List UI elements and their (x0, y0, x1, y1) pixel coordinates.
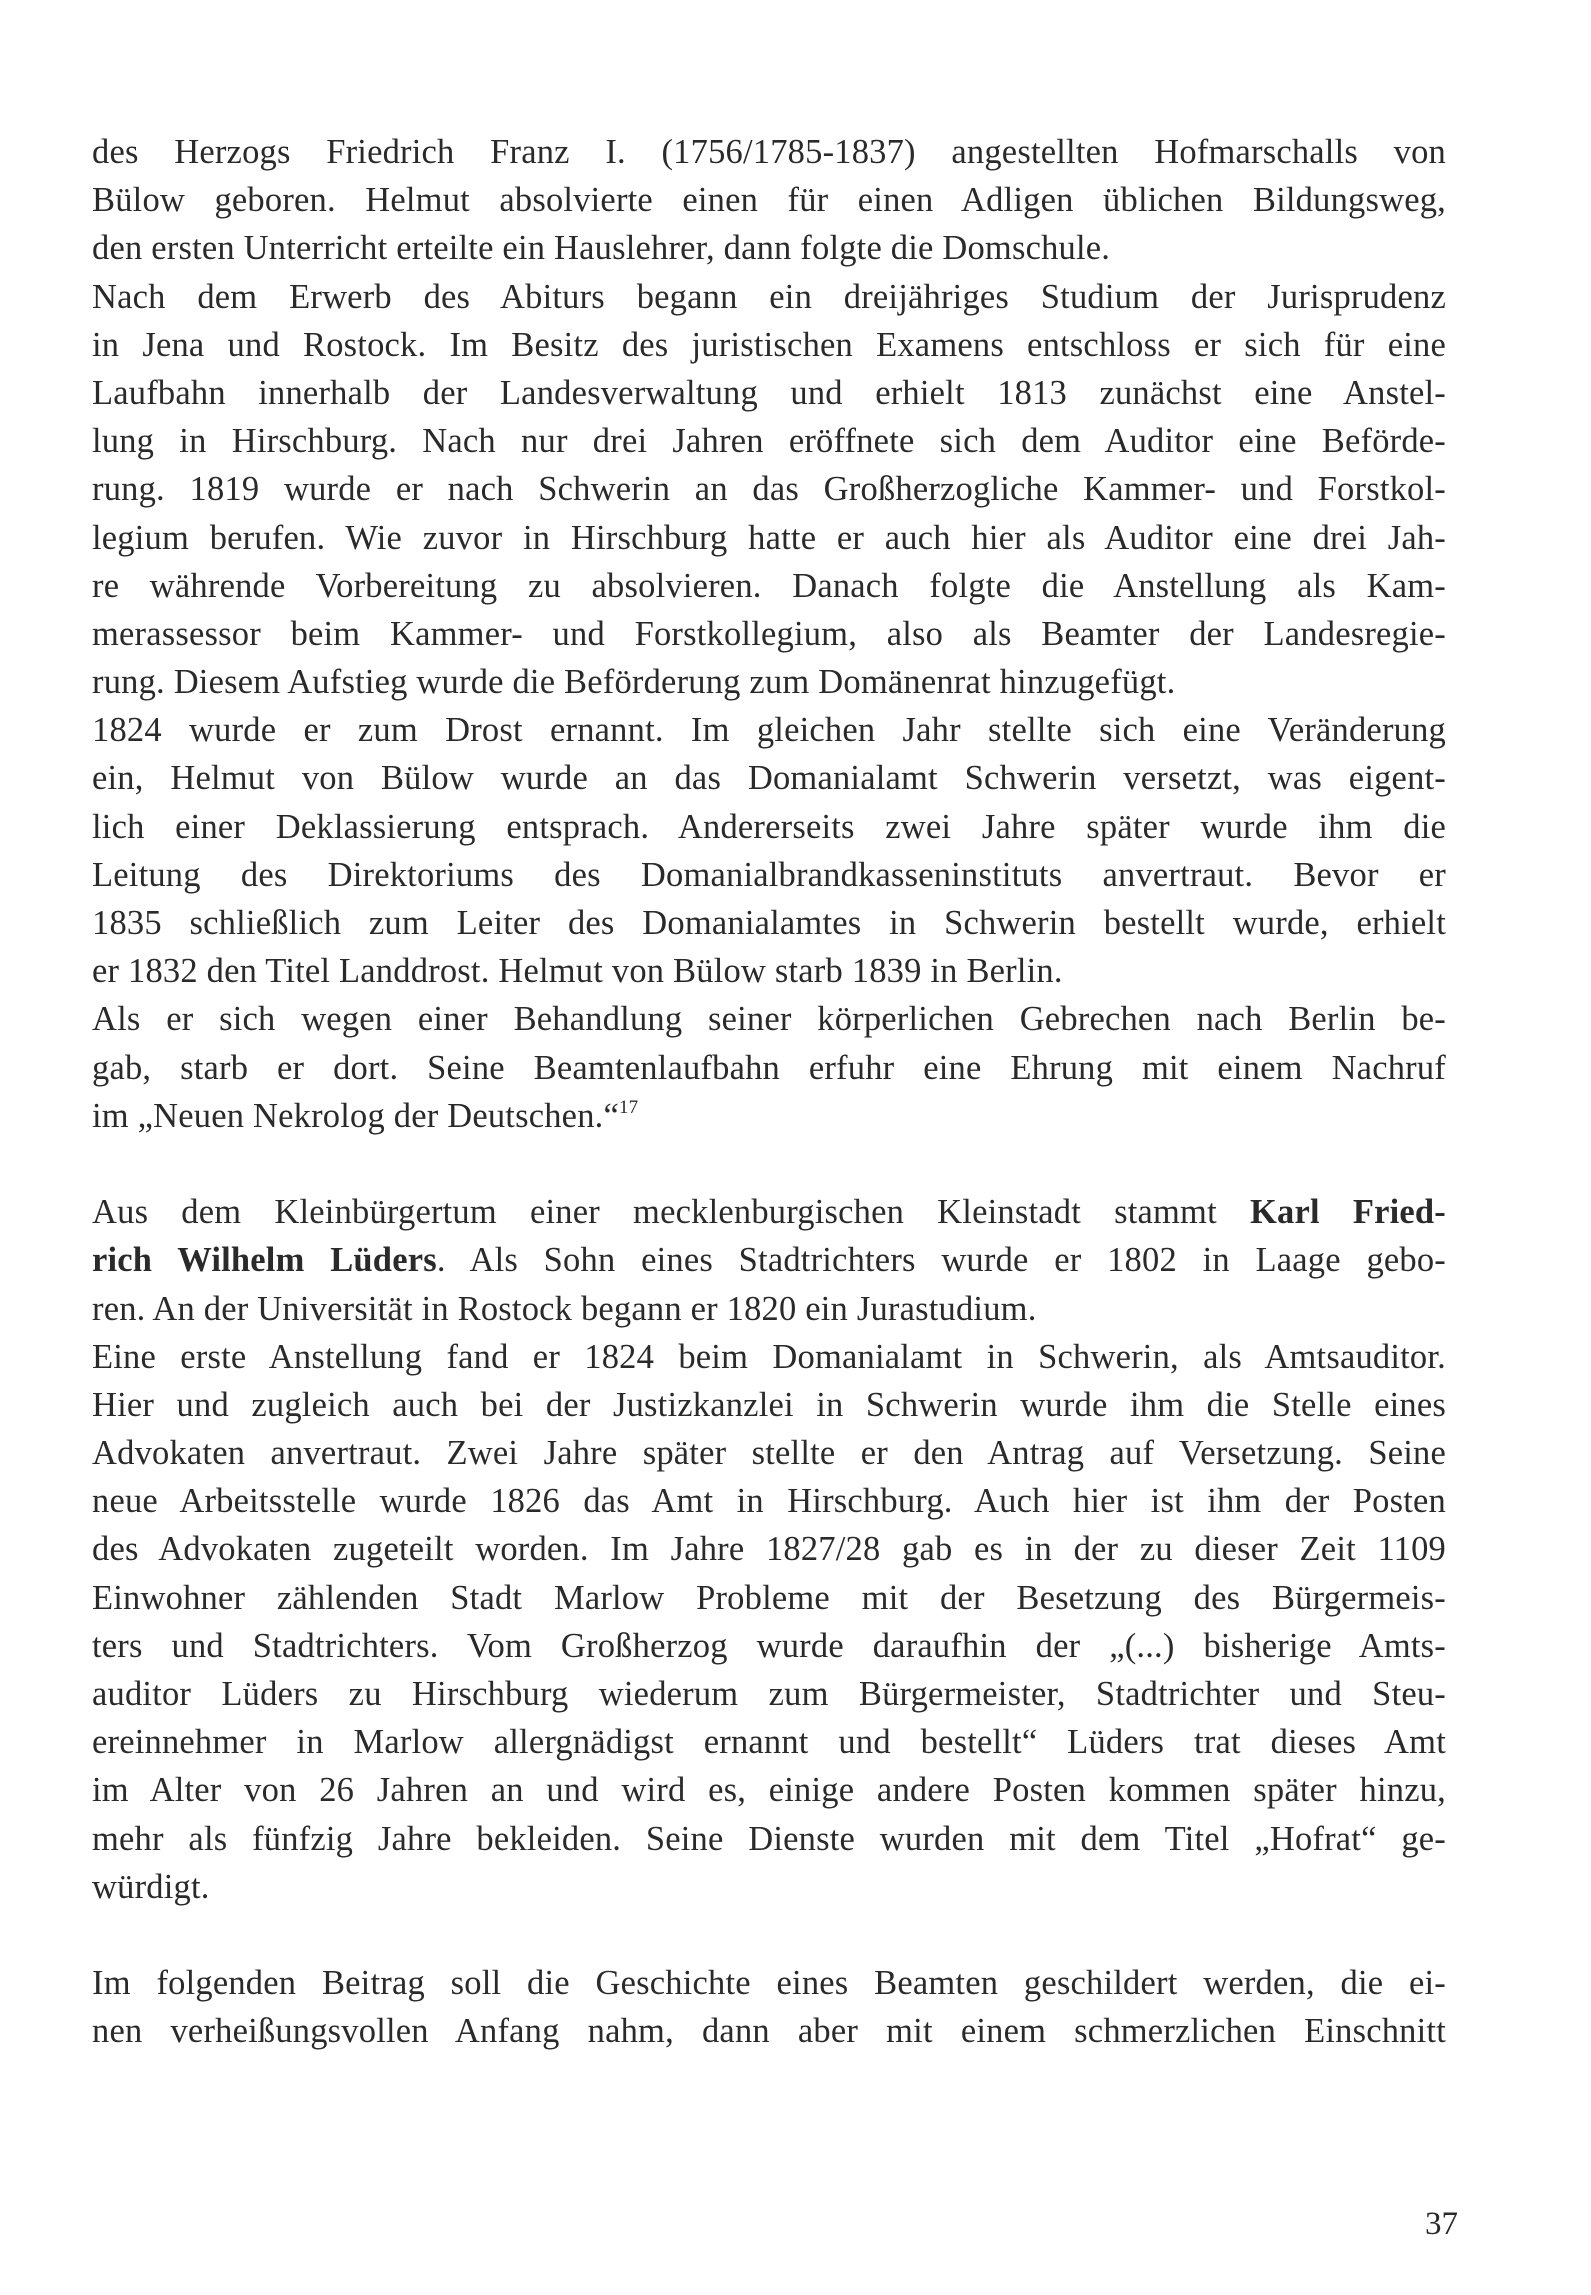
paragraph-gap (92, 1140, 1446, 1188)
text-line: rung. Diesem Aufstieg wurde die Beförderung zum Domänenrat hinzugefügt. (92, 663, 1176, 702)
text-line-content: . Als Sohn eines Stadtrichters wurde er 1802 in Laage gebo- (436, 1241, 1446, 1280)
text-line: ereinnehmer in Marlow allergnädigst ernannt und bestellt“ Lüders trat dieses Amt (92, 1723, 1446, 1762)
text-line: Advokaten anvertraut. Zwei Jahre später stellte er den Antrag auf Versetzung. Seine (92, 1434, 1446, 1473)
person-name: Karl Fried- (1249, 1193, 1446, 1232)
text-line: Laufbahn innerhalb der Landesverwaltung und erhielt 1813 zunächst eine Anstel- (92, 373, 1446, 412)
text-line: den ersten Unterricht erteilte ein Hauslehrer, dann folgte die Domschule. (92, 229, 1111, 268)
text-line: des Advokaten zugeteilt worden. Im Jahre 1827/28 gab es in der zu dieser Zeit 1109 (92, 1530, 1446, 1569)
text-line: gab, starb er dort. Seine Beamtenlaufbahn erfuhr eine Ehrung mit einem Nachruf (92, 1048, 1446, 1087)
text-line: ein, Helmut von Bülow wurde an das Domanialamt Schwerin versetzt, was eigent- (92, 759, 1446, 798)
text-line: Bülow geboren. Helmut absolvierte einen für einen Adligen üblichen Bildungsweg, (92, 181, 1446, 220)
paragraph (92, 1188, 1446, 1333)
paragraph (92, 273, 1446, 707)
paragraph-gap (92, 1911, 1446, 1959)
text-line: legium berufen. Wie zuvor in Hirschburg hatte er auch hier als Auditor eine drei Jah- (92, 518, 1446, 557)
text-line-content: im „Neuen Nekrolog der Deutschen.“ (92, 1096, 619, 1135)
text-line: merassessor beim Kammer- und Forstkollegium, also als Beamter der Landesregie- (92, 614, 1446, 653)
text-line: Hier und zugleich auch bei der Justizkanzlei in Schwerin wurde ihm die Stelle eines (92, 1385, 1446, 1424)
text-line: würdigt. (92, 1867, 210, 1906)
person-name: rich Wilhelm Lüders (92, 1241, 437, 1280)
text-line: im Alter von 26 Jahren an und wird es, einige andere Posten kommen später hinzu, (92, 1771, 1446, 1810)
text-line: Leitung des Direktoriums des Domanialbrandkasseninstituts anvertraut. Bevor er (92, 855, 1446, 894)
text-line-content: Aus dem Kleinbürgertum einer mecklenburgischen Kleinstadt stammt (92, 1193, 1250, 1232)
paragraph (92, 995, 1446, 1140)
text-line: ren. An der Universität in Rostock begann er 1820 ein Jurastudium. (92, 1289, 1037, 1328)
paragraph (92, 706, 1446, 995)
footnote-reference: 17 (618, 1096, 639, 1118)
page-number: 37 (1425, 2206, 1458, 2242)
text-line (92, 1092, 1446, 1140)
text-line: ters und Stadtrichters. Vom Großherzog wurde daraufhin der „(...) bisherige Amts- (92, 1626, 1446, 1665)
text-line: neue Arbeitsstelle wurde 1826 das Amt in Hirschburg. Auch hier ist ihm der Posten (92, 1482, 1446, 1521)
text-line: mehr als fünfzig Jahre bekleiden. Seine Dienste wurden mit dem Titel „Hofrat“ ge- (92, 1819, 1446, 1858)
paragraph (92, 128, 1446, 273)
text-line: des Herzogs Friedrich Franz I. (1756/1785-1837) angestellten Hofmarschalls von (92, 133, 1446, 171)
text-line: Einwohner zählenden Stadt Marlow Probleme mit der Besetzung des Bürgermeis- (92, 1578, 1446, 1617)
text-line (92, 1188, 1446, 1236)
text-line: lung in Hirschburg. Nach nur drei Jahren eröffnete sich dem Auditor eine Beförde- (92, 422, 1446, 461)
text-line: Eine erste Anstellung fand er 1824 beim Domanialamt in Schwerin, als Amtsauditor. (92, 1337, 1446, 1376)
text-line: Nach dem Erwerb des Abiturs begann ein dreijähriges Studium der Jurisprudenz (92, 277, 1446, 316)
text-line: Als er sich wegen einer Behandlung seiner körperlichen Gebrechen nach Berlin be- (92, 1000, 1446, 1039)
text-line: rung. 1819 wurde er nach Schwerin an das Großherzogliche Kammer- und Forstkol- (92, 470, 1446, 509)
paragraph (92, 1333, 1446, 1911)
text-line (92, 1236, 1446, 1284)
body-text (92, 128, 1446, 2056)
text-line: in Jena und Rostock. Im Besitz des juristischen Examens entschloss er sich für eine (92, 325, 1446, 364)
text-line: lich einer Deklassierung entsprach. Andererseits zwei Jahre später wurde ihm die (92, 807, 1446, 846)
text-line: 1824 wurde er zum Drost ernannt. Im gleichen Jahr stellte sich eine Veränderung (92, 711, 1446, 750)
text-line: Im folgenden Beitrag soll die Geschichte eines Beamten geschildert werden, die ei- (92, 1964, 1446, 2003)
text-line: er 1832 den Titel Landdrost. Helmut von Bülow starb 1839 in Berlin. (92, 952, 1063, 991)
text-line: 1835 schließlich zum Leiter des Domanialamtes in Schwerin bestellt wurde, erhielt (92, 904, 1446, 942)
text-line: auditor Lüders zu Hirschburg wiederum zum Bürgermeister, Stadtrichter und Steu- (92, 1675, 1446, 1713)
paragraph (92, 1959, 1446, 2055)
text-line: re währende Vorbereitung zu absolvieren. Danach folgte die Anstellung als Kam- (92, 566, 1446, 605)
text-line: nen verheißungsvollen Anfang nahm, dann aber mit einem schmerzlichen Einschnitt (92, 2012, 1446, 2051)
